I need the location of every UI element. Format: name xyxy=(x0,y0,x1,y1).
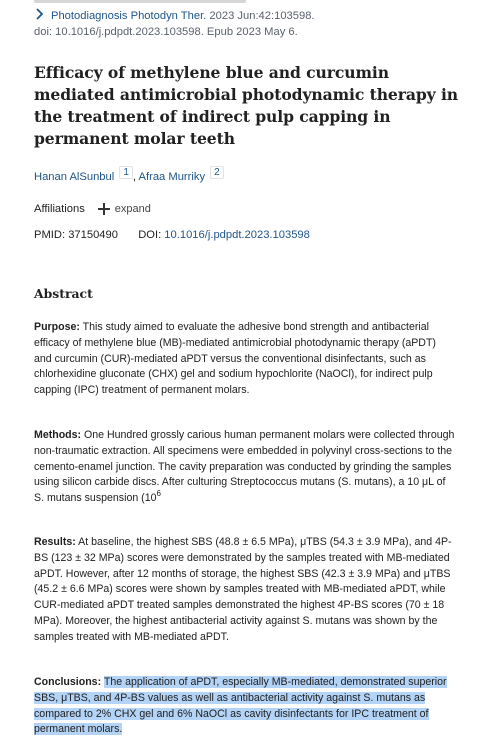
journal-name[interactable]: Photodiagnosis Photodyn Ther. xyxy=(51,10,207,22)
pmid-value: 37150490 xyxy=(68,229,118,241)
affiliation-ref-2[interactable]: 2 xyxy=(210,166,224,179)
conclusions-text-selected[interactable]: The application of aPDT, especially MB-mediated, demonstrated superior SBS, μTBS, and 4P-BS values as well as antibacterial activity against S. mutans as compared to 2% CHX gel and 6% NaOCl as cavity disinfectants for IPC treatment of permanent molars. xyxy=(34,676,447,736)
identifiers xyxy=(34,227,310,243)
methods-superscript: 6 xyxy=(156,489,161,499)
abstract-conclusions xyxy=(34,675,456,738)
results-text: At baseline, the highest SBS (48.8 ± 6.5 MPa), μTBS (54.3 ± 3.9 MPa), and 4P-BS (123 ± 32 MPa) scores were demonstrated by the samples treated with MB-mediated aPDT. However, after 12 months of storage, the highest SBS (42.3 ± 3.9 MPa) and μTBS (45.2 ± 6.6 MPa) scores were shown by samples treated with MB-mediated aPDT, while CUR-mediated aPDT treated samples demonstrated the highest 4P-BS scores (70 ± 18 MPa). Moreover, the highest antibacterial activity against S. mutans was shown by the samples treated with MB-mediated aPDT. xyxy=(34,536,452,643)
citation-block xyxy=(34,8,464,40)
doi-label: DOI: xyxy=(138,229,165,241)
journal-link[interactable] xyxy=(34,10,206,22)
abstract-heading: Abstract xyxy=(34,286,93,301)
author-separator: , xyxy=(132,171,139,183)
abstract-results xyxy=(34,535,456,646)
author-link-1[interactable]: Hanan AlSunbul xyxy=(34,171,115,183)
affiliation-ref-1[interactable]: 1 xyxy=(119,166,133,179)
abstract-purpose xyxy=(34,320,456,399)
doi-link[interactable]: 10.1016/j.pdpdt.2023.103598 xyxy=(164,229,310,241)
affiliations-toggle[interactable] xyxy=(34,201,151,217)
expand-label[interactable]: expand xyxy=(114,203,151,215)
article-title: Efficacy of methylene blue and curcumin mediated antimicrobial photodynamic therapy in the treatment of indirect pulp capping in permanent molar teeth xyxy=(34,63,459,148)
pmid-label: PMID: xyxy=(34,229,69,241)
chevron-right-icon xyxy=(34,8,47,20)
results-label: Results: xyxy=(34,536,76,548)
conclusions-label: Conclusions: xyxy=(34,676,102,688)
purpose-text: This study aimed to evaluate the adhesive bond strength and antibacterial efficacy of methylene blue (MB)-mediated antimicrobial photodynamic therapy (aPDT) and curcumin (CUR)-mediated aPDT versus the conventional disinfectants, such as chlorhexidine gluconate (CHX) gel and sodium hypochlorite (NaOCl), for indirect pulp capping (IPC) treatment of permanent molars. xyxy=(34,321,436,397)
citation-doi-line: doi: 10.1016/j.pdpdt.2023.103598. Epub 2023 May 6. xyxy=(34,26,298,38)
purpose-label: Purpose: xyxy=(34,321,80,333)
methods-text: One Hundred grossly carious human permanent molars were collected through non-traumatic extraction. All specimens were embedded in polyvinyl cross-sections to the cemento-enamel junction. The cavity preparation was conducted by grinding the samples using silicon carbide discs. After culturing Streptococcus mutans (S. mutans), a 10 μL of S. mutans suspension (10 xyxy=(34,429,455,505)
affiliations-label: Affiliations xyxy=(34,203,85,215)
top-button-edge[interactable] xyxy=(34,0,246,3)
methods-label: Methods: xyxy=(34,429,82,441)
abstract-methods xyxy=(34,428,456,507)
author-list xyxy=(34,164,224,186)
author-link-2[interactable]: Afraa Murriky xyxy=(138,171,206,183)
citation-details: 2023 Jun:42:103598. xyxy=(206,10,315,22)
plus-icon[interactable] xyxy=(97,202,111,216)
